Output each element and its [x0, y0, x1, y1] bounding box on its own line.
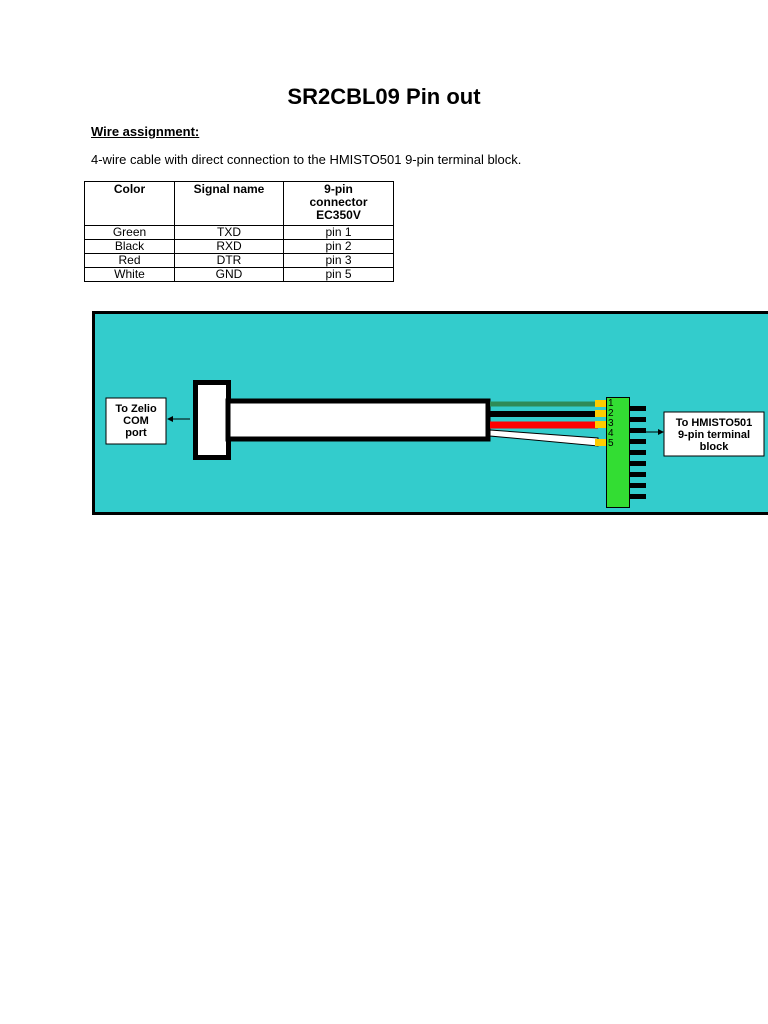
pin-number-3: 3	[608, 418, 614, 429]
connector-pin	[630, 472, 646, 477]
connector-pin	[630, 417, 646, 422]
table-row	[85, 226, 394, 240]
cell-color: Black	[85, 240, 175, 254]
page-title: SR2CBL09 Pin out	[287, 84, 481, 109]
pin-highlight-5	[595, 439, 606, 446]
cell-color: Green	[85, 226, 175, 240]
cable-plug	[196, 383, 229, 458]
cell-signal: GND	[175, 268, 284, 282]
connector-pin	[630, 483, 646, 488]
section-heading: Wire assignment:	[91, 124, 200, 139]
header-connector-line-1: 9-pin	[324, 182, 353, 196]
cell-pin: pin 1	[284, 226, 394, 240]
right-label-line-1: To HMISTO501	[675, 417, 753, 429]
pin-number-1: 1	[608, 398, 614, 409]
pin-table	[84, 181, 394, 282]
header-color: Color	[85, 182, 175, 226]
cable-jacket	[228, 401, 488, 439]
intro-text: 4-wire cable with direct connection to the HMISTO501 9-pin terminal block.	[91, 152, 522, 167]
cell-signal: DTR	[175, 254, 284, 268]
right-label-line-3: block	[699, 441, 729, 453]
left-label-line-1: To Zelio	[115, 403, 157, 415]
left-label-line-2: COM	[123, 415, 149, 427]
table-row	[85, 254, 394, 268]
pin-number-5: 5	[608, 438, 614, 449]
right-label-line-2: 9-pin terminal	[677, 429, 751, 441]
connector-pin	[630, 439, 646, 444]
header-connector-line-2: connector	[309, 195, 368, 209]
pin-highlight-3	[595, 421, 606, 428]
cell-pin: pin 5	[284, 268, 394, 282]
cell-signal: TXD	[175, 226, 284, 240]
table-row	[85, 268, 394, 282]
cell-color: White	[85, 268, 175, 282]
cell-color: Red	[85, 254, 175, 268]
connector-pin	[630, 406, 646, 411]
left-label-line-3: port	[125, 427, 147, 439]
connector-pin	[630, 461, 646, 466]
header-signal-name: Signal name	[175, 182, 284, 226]
cable-diagram	[92, 311, 768, 515]
table-row	[85, 240, 394, 254]
pin-highlight-1	[595, 400, 606, 407]
connector-pin	[630, 450, 646, 455]
cell-pin: pin 3	[284, 254, 394, 268]
pin-number-4: 4	[608, 428, 614, 439]
table-header-row	[85, 182, 394, 226]
header-connector	[284, 182, 394, 226]
header-connector-line-3: EC350V	[316, 208, 361, 222]
pin-highlight-2	[595, 410, 606, 417]
cell-pin: pin 2	[284, 240, 394, 254]
pin-number-2: 2	[608, 408, 614, 419]
cell-signal: RXD	[175, 240, 284, 254]
connector-pin	[630, 494, 646, 499]
